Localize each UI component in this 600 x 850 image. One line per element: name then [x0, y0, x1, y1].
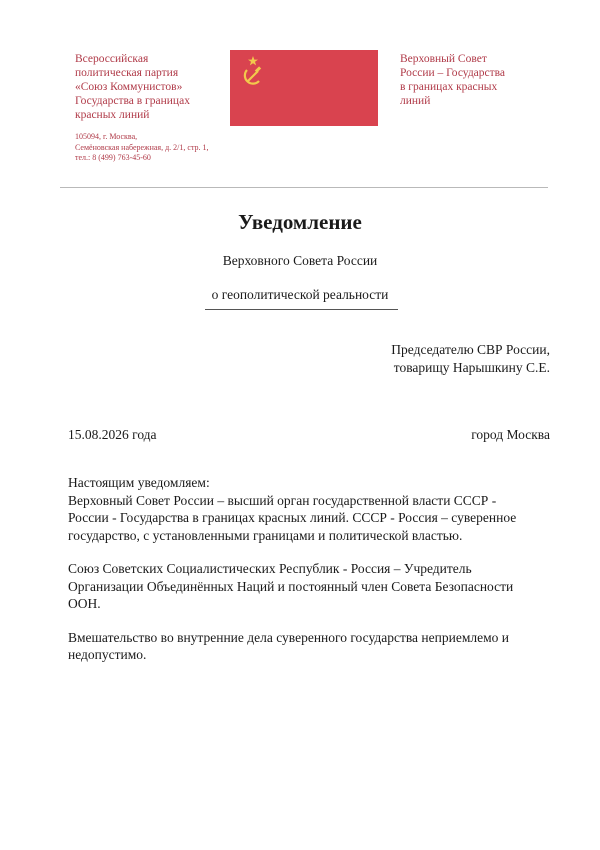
addressee-position: Председателю СВР России, — [391, 342, 550, 357]
soviet-flag — [230, 50, 378, 126]
body-paragraph — [68, 560, 553, 613]
body-line: ООН. — [68, 596, 101, 611]
addressee-block — [330, 341, 550, 377]
body-line: Вмешательство во внутренние дела суверенного государства неприемлемо и — [68, 629, 509, 645]
party-name-line: политическая партия — [75, 67, 179, 79]
body-line: Союз Советских Социалистических Республик - Россия – Учредитель — [68, 561, 472, 576]
body-line: государство, с установленными границами и политической властью. — [68, 527, 463, 543]
hammer-and-sickle-icon — [240, 56, 266, 86]
party-header — [75, 52, 235, 164]
document-subject: о геополитической реальности — [211, 287, 389, 302]
addressee-name: товарищу Нарышкину С.Е. — [393, 360, 550, 375]
address-line: тел.: 8 (499) 763-45-60 — [75, 153, 151, 162]
document-city: город Москва — [471, 427, 550, 442]
party-name-line: Государства в границах — [75, 95, 190, 107]
body-line: Верховный Совет России – высший орган государственной власти СССР - — [68, 492, 497, 508]
council-header — [400, 52, 540, 108]
header-divider — [60, 187, 548, 188]
subject-underline — [205, 309, 398, 310]
document-body — [68, 474, 553, 680]
address-line: 105094, г. Москва, — [75, 132, 138, 141]
council-name-line: линий — [400, 95, 431, 107]
council-name-line: в границах красных — [400, 81, 498, 93]
body-paragraph — [68, 474, 553, 544]
party-address — [75, 132, 235, 164]
body-line: России - Государства в границах красных линий. СССР - Россия – суверенное — [68, 510, 517, 525]
address-line: Семёновская набережная, д. 2/1, стр. 1, — [75, 142, 209, 152]
document-date: 15.08.2026 года — [68, 427, 157, 442]
party-name-line: Всероссийская — [75, 53, 149, 65]
party-name-line: красных линий — [75, 109, 150, 121]
body-line: Организации Объединённых Наций и постоянный член Совета Безопасности — [68, 578, 514, 594]
document-title: Уведомление — [238, 210, 362, 234]
council-name-line: Верховный Совет — [400, 53, 487, 65]
body-line: Настоящим уведомляем: — [68, 475, 210, 490]
council-name-line: России – Государства — [400, 67, 506, 79]
document-subtitle: Верховного Совета России — [222, 253, 378, 268]
body-line: недопустимо. — [68, 647, 147, 662]
body-paragraph — [68, 629, 553, 664]
party-name-line: «Союз Коммунистов» — [75, 81, 183, 93]
